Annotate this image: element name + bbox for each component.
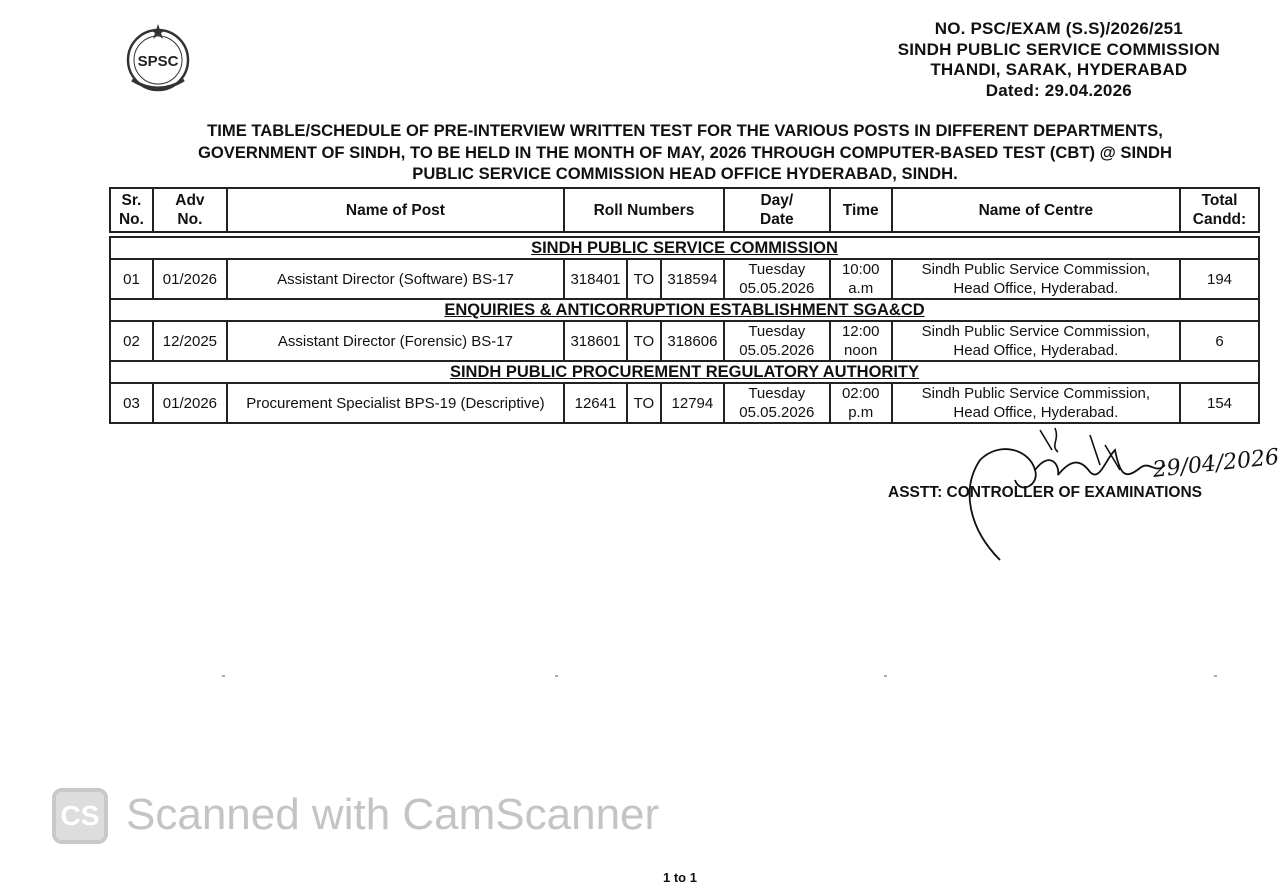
document-title [110,120,1260,185]
table-row [110,259,1259,299]
cell-adv-no: 01/2026 [153,259,227,299]
header-total-candidates: Total Candd: [1180,188,1259,232]
letter-header [898,19,1220,101]
header-adv-no: Adv No. [153,188,227,232]
cell-roll-to: 12794 [661,383,724,423]
cell-sr-no: 03 [110,383,153,423]
cell-total: 6 [1180,321,1259,361]
camscanner-watermark: Scanned with CamScanner [126,790,660,839]
header-name-of-post: Name of Post [227,188,564,232]
cell-centre: Sindh Public Service Commission, Head Office, Hyderabad. [892,383,1180,423]
cell-time: 12:00 noon [830,321,892,361]
header-roll-numbers: Roll Numbers [564,188,724,232]
header-time: Time [830,188,892,232]
cell-adv-no: 01/2026 [153,383,227,423]
spsc-logo [120,22,196,94]
signature-date: 29/04/2026 [1151,444,1280,483]
cell-sr-no: 02 [110,321,153,361]
section-heading: SINDH PUBLIC PROCUREMENT REGULATORY AUTHORITY [110,361,1259,383]
header-sr-no: Sr. No. [110,188,153,232]
signatory-designation: ASSTT: CONTROLLER OF EXAMINATIONS [888,484,1203,501]
cell-centre: Sindh Public Service Commission, Head Office, Hyderabad. [892,321,1180,361]
table-row [110,321,1259,361]
cell-total: 154 [1180,383,1259,423]
cell-roll-to: 318594 [661,259,724,299]
title-line-2: GOVERNMENT OF SINDH, TO BE HELD IN THE MONTH OF MAY, 2026 THROUGH COMPUTER-BASED TEST (CBT) @ SINDH [197,142,1173,162]
header-day-date: Day/ Date [724,188,830,232]
cell-post: Procurement Specialist BPS-19 (Descriptive) [227,383,564,423]
title-line-3: PUBLIC SERVICE COMMISSION HEAD OFFICE HYDERABAD, SINDH. [412,164,958,183]
cell-roll-from: 318601 [564,321,627,361]
cell-day-date: Tuesday 05.05.2026 [724,321,830,361]
cell-post: Assistant Director (Forensic) BS-17 [227,321,564,361]
cell-total: 194 [1180,259,1259,299]
cell-roll-to-label: TO [627,321,661,361]
title-line-1: TIME TABLE/SCHEDULE OF PRE-INTERVIEW WRITTEN TEST FOR THE VARIOUS POSTS IN DIFFERENT DEPARTMENTS, [207,121,1163,140]
cell-centre: Sindh Public Service Commission, Head Office, Hyderabad. [892,259,1180,299]
cell-sr-no: 01 [110,259,153,299]
reference-number: NO. PSC/EXAM (S.S)/2026/251 [934,19,1183,38]
cell-time: 02:00 p.m [830,383,892,423]
cell-roll-from: 318401 [564,259,627,299]
organization-address: THANDI, SARAK, HYDERABAD [930,60,1188,79]
table-row [110,383,1259,423]
schedule-table [109,187,1260,424]
page-number: 1 to 1 [663,870,697,885]
header-name-of-centre: Name of Centre [892,188,1180,232]
cell-time: 10:00 a.m [830,259,892,299]
cell-post: Assistant Director (Software) BS-17 [227,259,564,299]
section-heading: ENQUIRIES & ANTICORRUPTION ESTABLISHMENT SGA&CD [110,299,1259,321]
cell-day-date: Tuesday 05.05.2026 [724,259,830,299]
section-heading: SINDH PUBLIC SERVICE COMMISSION [110,237,1259,259]
logo-text: SPSC [137,53,179,70]
cell-adv-no: 12/2025 [153,321,227,361]
organization-name: SINDH PUBLIC SERVICE COMMISSION [897,39,1220,59]
cell-roll-to: 318606 [661,321,724,361]
table-header-row [110,188,1259,232]
cell-roll-from: 12641 [564,383,627,423]
camscanner-logo: CS [52,788,108,844]
cell-roll-to-label: TO [627,259,661,299]
letter-date: Dated: 29.04.2026 [985,80,1132,100]
cell-day-date: Tuesday 05.05.2026 [724,383,830,423]
cell-roll-to-label: TO [627,383,661,423]
